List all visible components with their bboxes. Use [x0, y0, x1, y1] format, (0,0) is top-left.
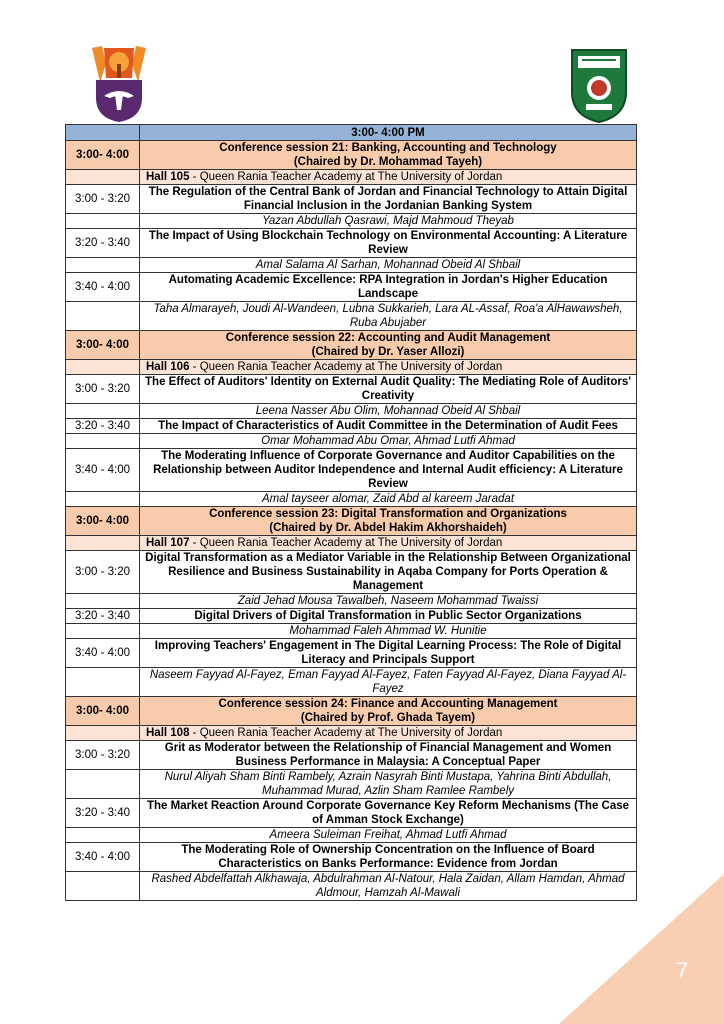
- paper-row: [66, 741, 637, 770]
- hall-name: Hall 106: [146, 361, 190, 373]
- paper-title: Automating Academic Excellence: RPA Integration in Jordan's Higher Education Landscape: [140, 273, 637, 302]
- session-title: Conference session 22: Accounting and Audit Management: [225, 332, 551, 344]
- paper-title: Grit as Moderator between the Relationship of Financial Management and Women Business Performance in Malaysia: A Conceptual Paper: [140, 741, 637, 770]
- paper-row: [66, 375, 637, 404]
- paper-title: Improving Teachers' Engagement in The Digital Learning Process: The Role of Digital Literacy and Principals Support: [140, 639, 637, 668]
- session-time: 3:00- 4:00: [66, 141, 140, 170]
- hall-row: [66, 726, 637, 741]
- hall-cell: [140, 536, 637, 551]
- authors-row: [66, 828, 637, 843]
- paper-time: 3:20 - 3:40: [66, 799, 140, 828]
- paper-time: 3:00 - 3:20: [66, 185, 140, 214]
- authors-empty-cell: [66, 828, 140, 843]
- authors-row: [66, 872, 637, 901]
- hall-location: - Queen Rania Teacher Academy at The University of Jordan: [189, 361, 503, 373]
- session-chair: (Chaired by Dr. Yaser Allozi): [311, 346, 465, 358]
- authors-empty-cell: [66, 872, 140, 901]
- hall-empty-cell: [66, 536, 140, 551]
- paper-authors: Mohammad Faleh Ahmmad W. Hunitie: [140, 624, 637, 639]
- time-header-row: [66, 125, 637, 141]
- paper-authors: Amal Salama Al Sarhan, Mohannad Obeid Al Shbail: [140, 258, 637, 273]
- session-title-cell: [140, 507, 637, 536]
- session-row: [66, 697, 637, 726]
- hall-location: - Queen Rania Teacher Academy at The University of Jordan: [189, 727, 503, 739]
- paper-row: [66, 449, 637, 492]
- hall-location: - Queen Rania Teacher Academy at The University of Jordan: [189, 537, 503, 549]
- authors-row: [66, 302, 637, 331]
- authors-empty-cell: [66, 668, 140, 697]
- session-row: [66, 141, 637, 170]
- paper-row: [66, 419, 637, 434]
- hall-empty-cell: [66, 360, 140, 375]
- authors-row: [66, 624, 637, 639]
- paper-row: [66, 185, 637, 214]
- session-title: Conference session 24: Finance and Accounting Management: [218, 698, 558, 710]
- authors-empty-cell: [66, 434, 140, 449]
- authors-row: [66, 492, 637, 507]
- paper-authors: Omar Mohammad Abu Omar, Ahmad Lutfi Ahmad: [140, 434, 637, 449]
- paper-authors: Rashed Abdelfattah Alkhawaja, Abdulrahman Al-Natour, Hala Zaidan, Allam Hamdan, Ahmad Aldmour, Hamzah Al-Mawali: [140, 872, 637, 901]
- authors-empty-cell: [66, 258, 140, 273]
- hall-cell: [140, 170, 637, 185]
- paper-time: 3:00 - 3:20: [66, 741, 140, 770]
- paper-authors: Zaid Jehad Mousa Tawalbeh, Naseem Mohammad Twaissi: [140, 594, 637, 609]
- paper-row: [66, 551, 637, 594]
- paper-title: The Moderating Influence of Corporate Governance and Auditor Capabilities on the Relationship between Auditor Independence and Internal Audit efficiency: A Literature Review: [140, 449, 637, 492]
- session-row: [66, 507, 637, 536]
- session-title: Conference session 23: Digital Transformation and Organizations: [209, 508, 567, 520]
- hall-row: [66, 360, 637, 375]
- paper-row: [66, 229, 637, 258]
- session-time: 3:00- 4:00: [66, 331, 140, 360]
- session-chair: (Chaired by Dr. Mohammad Tayeh): [293, 156, 483, 168]
- paper-time: 3:00 - 3:20: [66, 551, 140, 594]
- authors-empty-cell: [66, 624, 140, 639]
- paper-title: The Market Reaction Around Corporate Governance Key Reform Mechanisms (The Case of Amman Stock Exchange): [140, 799, 637, 828]
- paper-time: 3:20 - 3:40: [66, 229, 140, 258]
- authors-row: [66, 258, 637, 273]
- hall-cell: [140, 726, 637, 741]
- paper-row: [66, 609, 637, 624]
- paper-authors: Leena Nasser Abu Olim, Mohannad Obeid Al Shbail: [140, 404, 637, 419]
- session-time: 3:00- 4:00: [66, 697, 140, 726]
- authors-empty-cell: [66, 404, 140, 419]
- paper-time: 3:20 - 3:40: [66, 419, 140, 434]
- paper-title: Digital Drivers of Digital Transformation in Public Sector Organizations: [140, 609, 637, 624]
- session-chair: (Chaired by Prof. Ghada Tayem): [300, 712, 476, 724]
- session-title-cell: [140, 141, 637, 170]
- paper-title: Digital Transformation as a Mediator Variable in the Relationship Between Organizational Resilience and Business Sustainability in Aqaba Company for Ports Operation & Management: [140, 551, 637, 594]
- paper-title: The Effect of Auditors' Identity on External Audit Quality: The Mediating Role of Auditors' Creativity: [140, 375, 637, 404]
- paper-authors: Ameera Suleiman Freihat, Ahmad Lutfi Ahmad: [140, 828, 637, 843]
- hall-name: Hall 107: [146, 537, 190, 549]
- paper-authors: Nurul Aliyah Sham Binti Rambely, Azrain Nasyrah Binti Mustapa, Yahrina Binti Abdullah, Muhammad Murad, Azlin Sham Ramlee Rambely: [140, 770, 637, 799]
- authors-row: [66, 214, 637, 229]
- paper-time: 3:00 - 3:20: [66, 375, 140, 404]
- header-time: 3:00- 4:00 PM: [140, 125, 637, 141]
- paper-authors: Taha Almarayeh, Joudi Al-Wandeen, Lubna Sukkarieh, Lara AL-Assaf, Roa'a AlHawawsheh, Ruba Abujaber: [140, 302, 637, 331]
- paper-title: The Moderating Role of Ownership Concentration on the Influence of Board Characteristics on Banks Performance: Evidence from Jordan: [140, 843, 637, 872]
- session-title: Conference session 21: Banking, Accounting and Technology: [219, 142, 557, 154]
- paper-row: [66, 843, 637, 872]
- paper-authors: Yazan Abdullah Qasrawi, Majd Mahmoud Theyab: [140, 214, 637, 229]
- header-empty-cell: [66, 125, 140, 141]
- paper-title: The Impact of Characteristics of Audit Committee in the Determination of Audit Fees: [140, 419, 637, 434]
- hall-location: - Queen Rania Teacher Academy at The University of Jordan: [189, 171, 503, 183]
- authors-empty-cell: [66, 214, 140, 229]
- session-title-cell: [140, 697, 637, 726]
- authors-row: [66, 404, 637, 419]
- session-chair: (Chaired by Dr. Abdel Hakim Akhorshaideh): [269, 522, 507, 534]
- paper-time: 3:40 - 4:00: [66, 273, 140, 302]
- paper-authors: Naseem Fayyad Al-Fayez, Eman Fayyad Al-Fayez, Faten Fayyad Al-Fayez, Diana Fayyad Al-Fayez: [140, 668, 637, 697]
- hall-name: Hall 105: [146, 171, 190, 183]
- page-number: 7: [676, 958, 689, 983]
- schedule-table: [65, 124, 637, 901]
- paper-title: The Impact of Using Blockchain Technology on Environmental Accounting: A Literature Review: [140, 229, 637, 258]
- hall-row: [66, 170, 637, 185]
- paper-time: 3:40 - 4:00: [66, 843, 140, 872]
- paper-row: [66, 273, 637, 302]
- corner-decoration: [559, 874, 724, 1024]
- paper-authors: Amal tayseer alomar, Zaid Abd al kareem Jaradat: [140, 492, 637, 507]
- authors-empty-cell: [66, 492, 140, 507]
- hall-cell: [140, 360, 637, 375]
- paper-time: 3:40 - 4:00: [66, 449, 140, 492]
- authors-row: [66, 594, 637, 609]
- authors-row: [66, 770, 637, 799]
- session-row: [66, 331, 637, 360]
- hall-empty-cell: [66, 170, 140, 185]
- authors-empty-cell: [66, 770, 140, 799]
- authors-row: [66, 668, 637, 697]
- paper-row: [66, 799, 637, 828]
- paper-row: [66, 639, 637, 668]
- paper-time: 3:40 - 4:00: [66, 639, 140, 668]
- queen-rania-academy-logo: [88, 44, 150, 124]
- paper-title: The Regulation of the Central Bank of Jordan and Financial Technology to Attain Digital Financial Inclusion in the Jordanian Banking System: [140, 185, 637, 214]
- paper-time: 3:20 - 3:40: [66, 609, 140, 624]
- authors-row: [66, 434, 637, 449]
- authors-empty-cell: [66, 302, 140, 331]
- session-title-cell: [140, 331, 637, 360]
- hall-name: Hall 108: [146, 727, 190, 739]
- hall-empty-cell: [66, 726, 140, 741]
- authors-empty-cell: [66, 594, 140, 609]
- hall-row: [66, 536, 637, 551]
- university-of-jordan-logo: [568, 46, 630, 124]
- session-time: 3:00- 4:00: [66, 507, 140, 536]
